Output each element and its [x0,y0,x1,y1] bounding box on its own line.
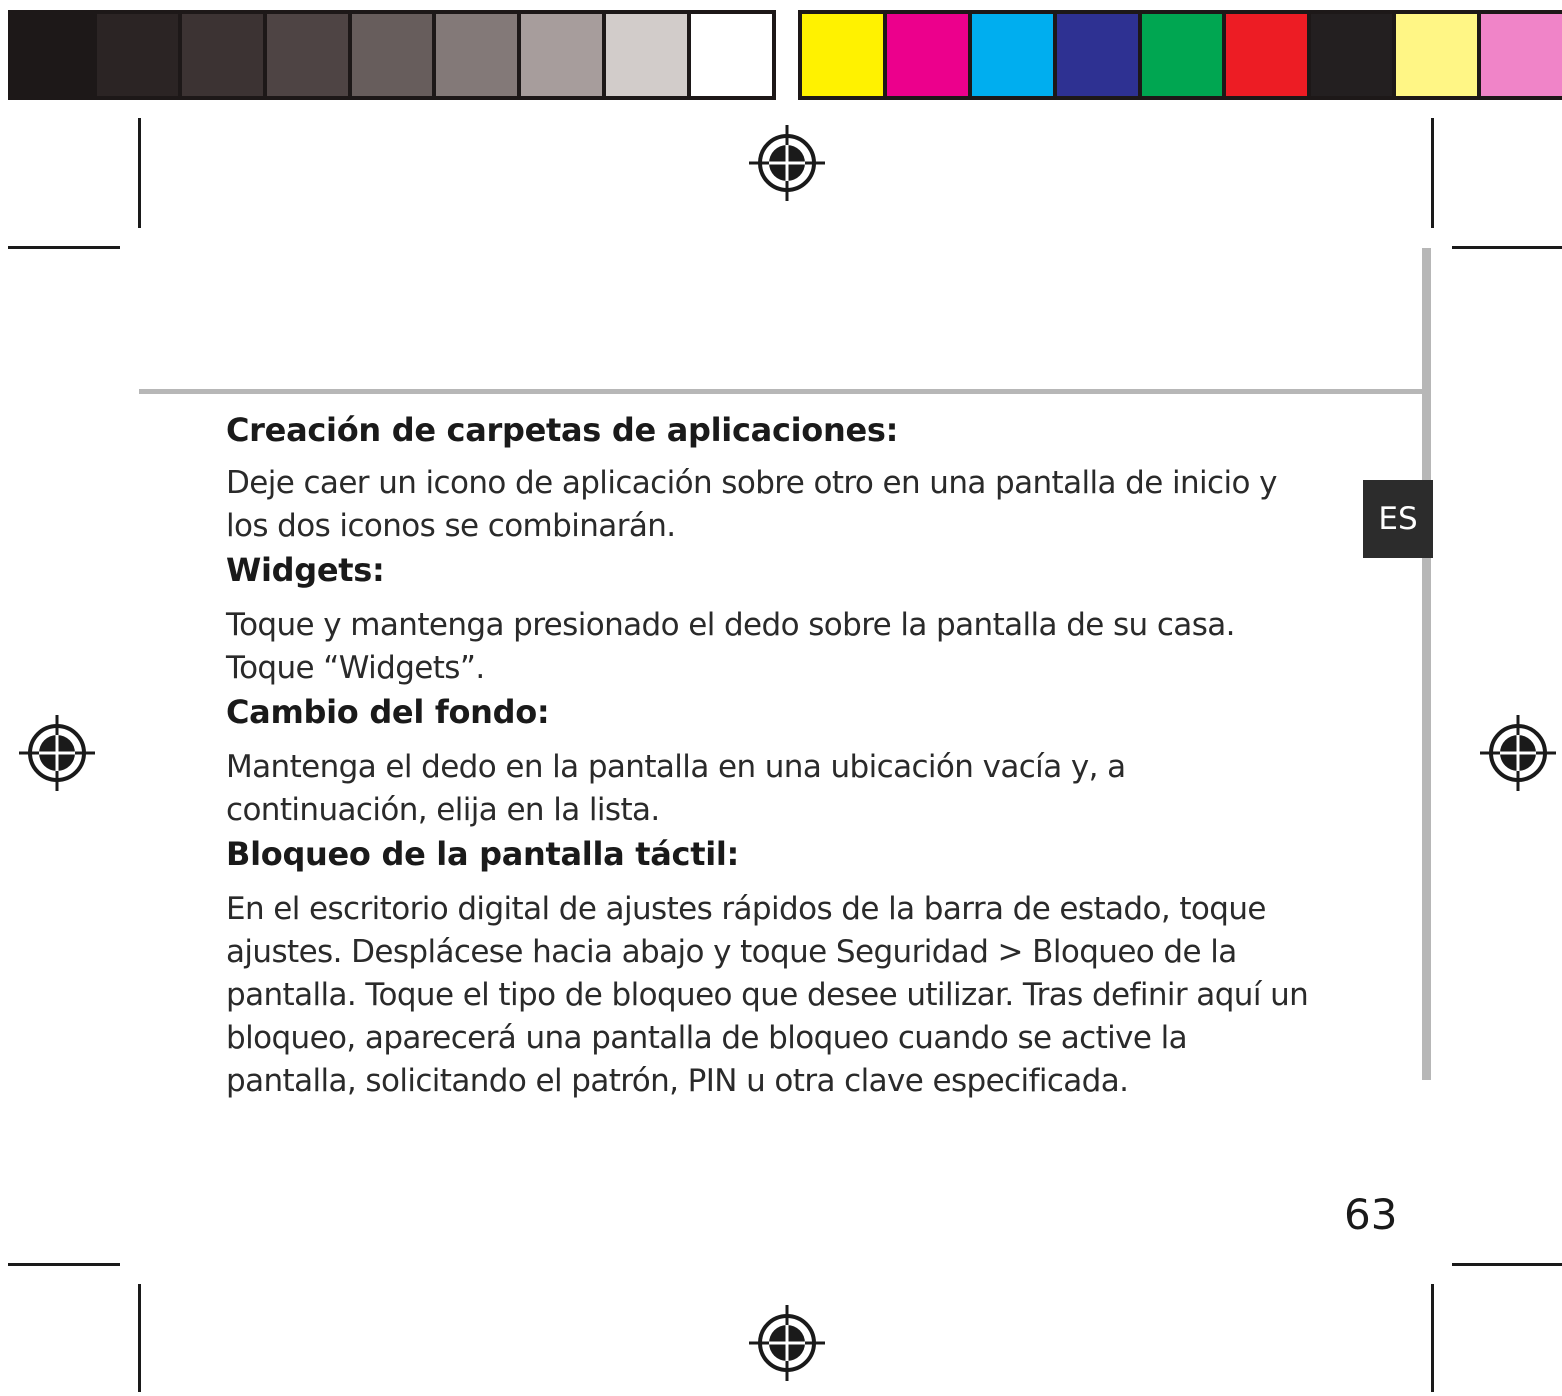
crop-mark-top-right-vertical [1431,118,1434,228]
gray-swatch-9 [691,14,772,96]
crop-mark-top-right-horizontal [1452,246,1562,249]
color-calibration-bar [798,10,1562,100]
color-swatch-2 [887,14,968,96]
gray-swatch-2 [97,14,178,96]
color-swatch-7 [1311,14,1392,96]
section-heading-app-folders: Creación de carpetas de aplicaciones: [226,411,899,449]
crop-mark-bottom-right-horizontal [1452,1263,1562,1266]
language-tab: ES [1363,480,1433,558]
manual-content [226,408,1326,1103]
section-body-widgets: Toque y mantenga presionado el dedo sobre la pantalla de su casa. Toque “Widgets”. [226,607,1235,686]
section-heading-wallpaper: Cambio del fondo: [226,693,550,731]
gray-swatch-6 [436,14,517,96]
registration-mark-left-icon [17,713,97,793]
section-body-wallpaper: Mantenga el dedo en la pantalla en una ubicación vacía y, a continuación, elija en la lista. [226,749,1126,828]
color-swatch-4 [1057,14,1138,96]
gray-swatch-7 [521,14,602,96]
color-swatch-9 [1481,14,1562,96]
gray-swatch-8 [606,14,687,96]
section-heading-widgets: Widgets: [226,551,385,589]
section-body-screen-lock: En el escritorio digital de ajustes rápidos de la barra de estado, toque ajustes. Desplácese hacia abajo y toque Seguridad > Bloqueo de la pantalla. Toque el tipo de bloqueo que desee utilizar. Tras definir aquí un bloqueo, aparecerá una pantalla de bloqueo cuando se active la pantalla, solicitando el patrón, PIN u otra clave especificada. [226,891,1309,1099]
color-swatch-1 [802,14,883,96]
section-heading-screen-lock: Bloqueo de la pantalla táctil: [226,835,740,873]
crop-mark-bottom-left-horizontal [8,1263,120,1266]
side-rule [1422,248,1431,1080]
section-body-app-folders: Deje caer un icono de aplicación sobre otro en una pantalla de inicio y los dos iconos se combinarán. [226,465,1277,544]
color-swatch-8 [1396,14,1477,96]
color-swatch-6 [1226,14,1307,96]
registration-mark-bottom-icon [747,1303,827,1383]
page-number: 63 [1344,1190,1398,1239]
gray-swatch-1 [12,14,93,96]
crop-mark-top-left-vertical [138,118,141,228]
crop-mark-top-left-horizontal [8,246,120,249]
color-swatch-5 [1142,14,1223,96]
color-swatch-3 [972,14,1053,96]
header-rule [139,389,1427,394]
grayscale-calibration-bar [8,10,776,100]
crop-mark-bottom-left-vertical [138,1284,141,1392]
registration-mark-right-icon [1478,713,1558,793]
gray-swatch-5 [352,14,433,96]
crop-mark-bottom-right-vertical [1431,1284,1434,1392]
gray-swatch-4 [267,14,348,96]
registration-mark-top-icon [747,123,827,203]
gray-swatch-3 [182,14,263,96]
